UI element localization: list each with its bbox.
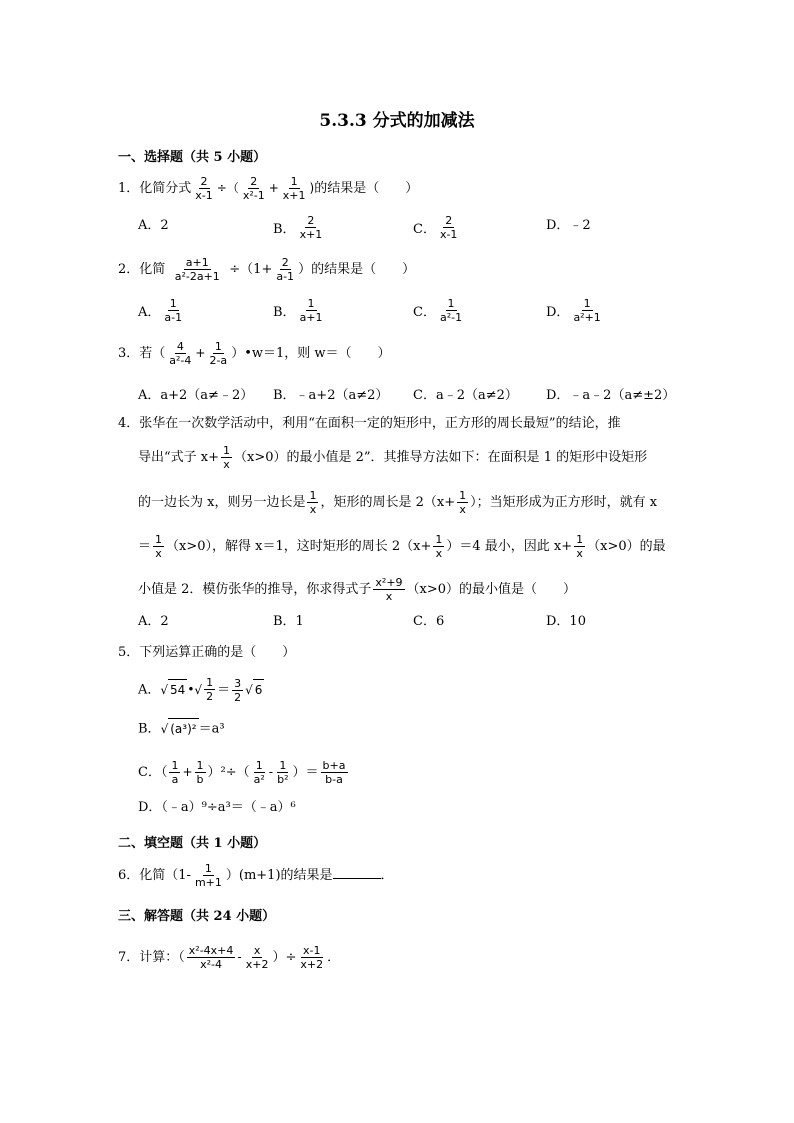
option-a[interactable]: A．2 [138, 218, 169, 233]
question-5: 5．下列运算正确的是（ ） [118, 645, 296, 660]
option-a[interactable]: A． $\frac{1}{a-1}$ [138, 297, 183, 324]
question-2: 2．化简 $\frac{a+1}{\text{a²-2a+1}}$ ÷（1+ $\frac{2}{a-1}$ ）的结果是（ ） [118, 256, 416, 283]
question-4-line-1: 4．张华在一次数学活动中，利用“在面积一定的矩形中，正方形的周长最短”的结论，推 [118, 416, 621, 431]
option-a[interactable]: A．a+2（a≠﹣2） [138, 388, 254, 403]
q1-suffix: 的结果是（ ） [314, 181, 419, 196]
question-3: 3．若（ $\frac{4}{\text{a²-4}}$ + $\frac{1}{2-a}$ ）•w＝1，则 w＝（ ） [118, 340, 391, 367]
option-c[interactable]: C． $\frac{1}{\text{a²-1}}$ [413, 297, 463, 324]
question-6: 6．化简（1- $\frac{1}{m+1}$ ）(m+1)的结果是 ． [118, 862, 394, 889]
option-b[interactable]: B． $\frac{2}{x+1}$ [273, 214, 323, 241]
section-fill: 二、填空题（共 1 小题） [118, 836, 267, 851]
option-c[interactable]: C．6 [413, 614, 445, 629]
option-b[interactable]: B． $\frac{1}{a+1}$ [273, 297, 323, 324]
answer-blank[interactable] [333, 864, 381, 879]
page-title: 5.3.3 分式的加减法 [319, 111, 475, 131]
option-c[interactable]: C． $\frac{2}{x-1}$ [413, 214, 458, 241]
section-choice: 一、选择题（共 5 小题） [118, 150, 267, 165]
question-4-line-3: 的一边长为 x，则另一边长是 $\frac{1}{x}$ ，矩形的周长是 2（x+ $\frac{1}{x}$ ）；当矩形成为正方形时，就有 x [138, 489, 658, 516]
q5-option-b[interactable]: B．√ (a³)² ＝a³ [138, 718, 225, 740]
q5-option-d[interactable]: D．（﹣a）⁹÷a³＝（﹣a）⁶ [138, 800, 296, 815]
q5-option-a[interactable]: A．√ 54 •√ $\frac{1}{2}$ ＝ $\frac{3}{2}$ √ 6 [138, 676, 263, 704]
section-solve: 三、解答题（共 24 小题） [118, 909, 276, 924]
option-c[interactable]: C．a﹣2（a≠2） [413, 388, 518, 403]
option-d[interactable]: D． $\frac{1}{\text{a²+1}}$ [546, 297, 601, 324]
fraction: $\frac{2}{x-1}$ [195, 175, 213, 202]
option-d[interactable]: D．10 [546, 614, 586, 629]
option-a[interactable]: A．2 [138, 614, 169, 629]
question-4-line-5: 小值是 2．模仿张华的推导，你求得式子 $\frac{\text{x²+9}}{x}$ （x>0）的最小值是（ ） [138, 576, 577, 603]
question-1: 1．化简分式 $\frac{2}{x-1}$ ÷（ $\frac{2}{\text{x²-1}}$ + $\frac{1}{x+1}$ )的结果是（ ） [118, 175, 419, 202]
q1-prefix: 1．化简分式 [118, 181, 192, 196]
question-4-line-4: ＝ $\frac{1}{x}$ （x>0），解得 x＝1，这时矩形的周长 2（x+ $\frac{1}{x}$ ）＝4 最小，因此 x+ $\frac{1}{x}$ （x>0）的最 [138, 533, 666, 560]
option-b[interactable]: B．1 [273, 614, 304, 629]
option-b[interactable]: B．﹣a+2（a≠2） [273, 388, 389, 403]
q5-option-c[interactable]: C．（ $\frac{1}{a}$ + $\frac{1}{b}$ ）²÷（ $\frac{1}{\text{a²}}$ - $\frac{1}{\text{b²}}$ ）＝ $\frac{b+a}{b-a}$ [138, 759, 346, 786]
question-7: 7．计算：（ $\frac{\text{x²-4x+4}}{\text{x²-4}}$ - $\frac{x}{x+2}$ ）÷ $\frac{x-1}{x+2}$ ． [118, 944, 341, 971]
option-d[interactable]: D．﹣a﹣2（a≠±2） [546, 388, 676, 403]
option-d[interactable]: D．﹣2 [546, 218, 591, 233]
fraction: $\frac{1}{x+1}$ [282, 175, 306, 202]
fraction: $\frac{2}{\text{x²-1}}$ [242, 175, 265, 202]
question-4-line-2: 导出“式子 x+ $\frac{1}{x}$ （x>0）的最小值是 2”．其推导方法如下：在面积是 1 的矩形中设矩形 [138, 444, 648, 471]
